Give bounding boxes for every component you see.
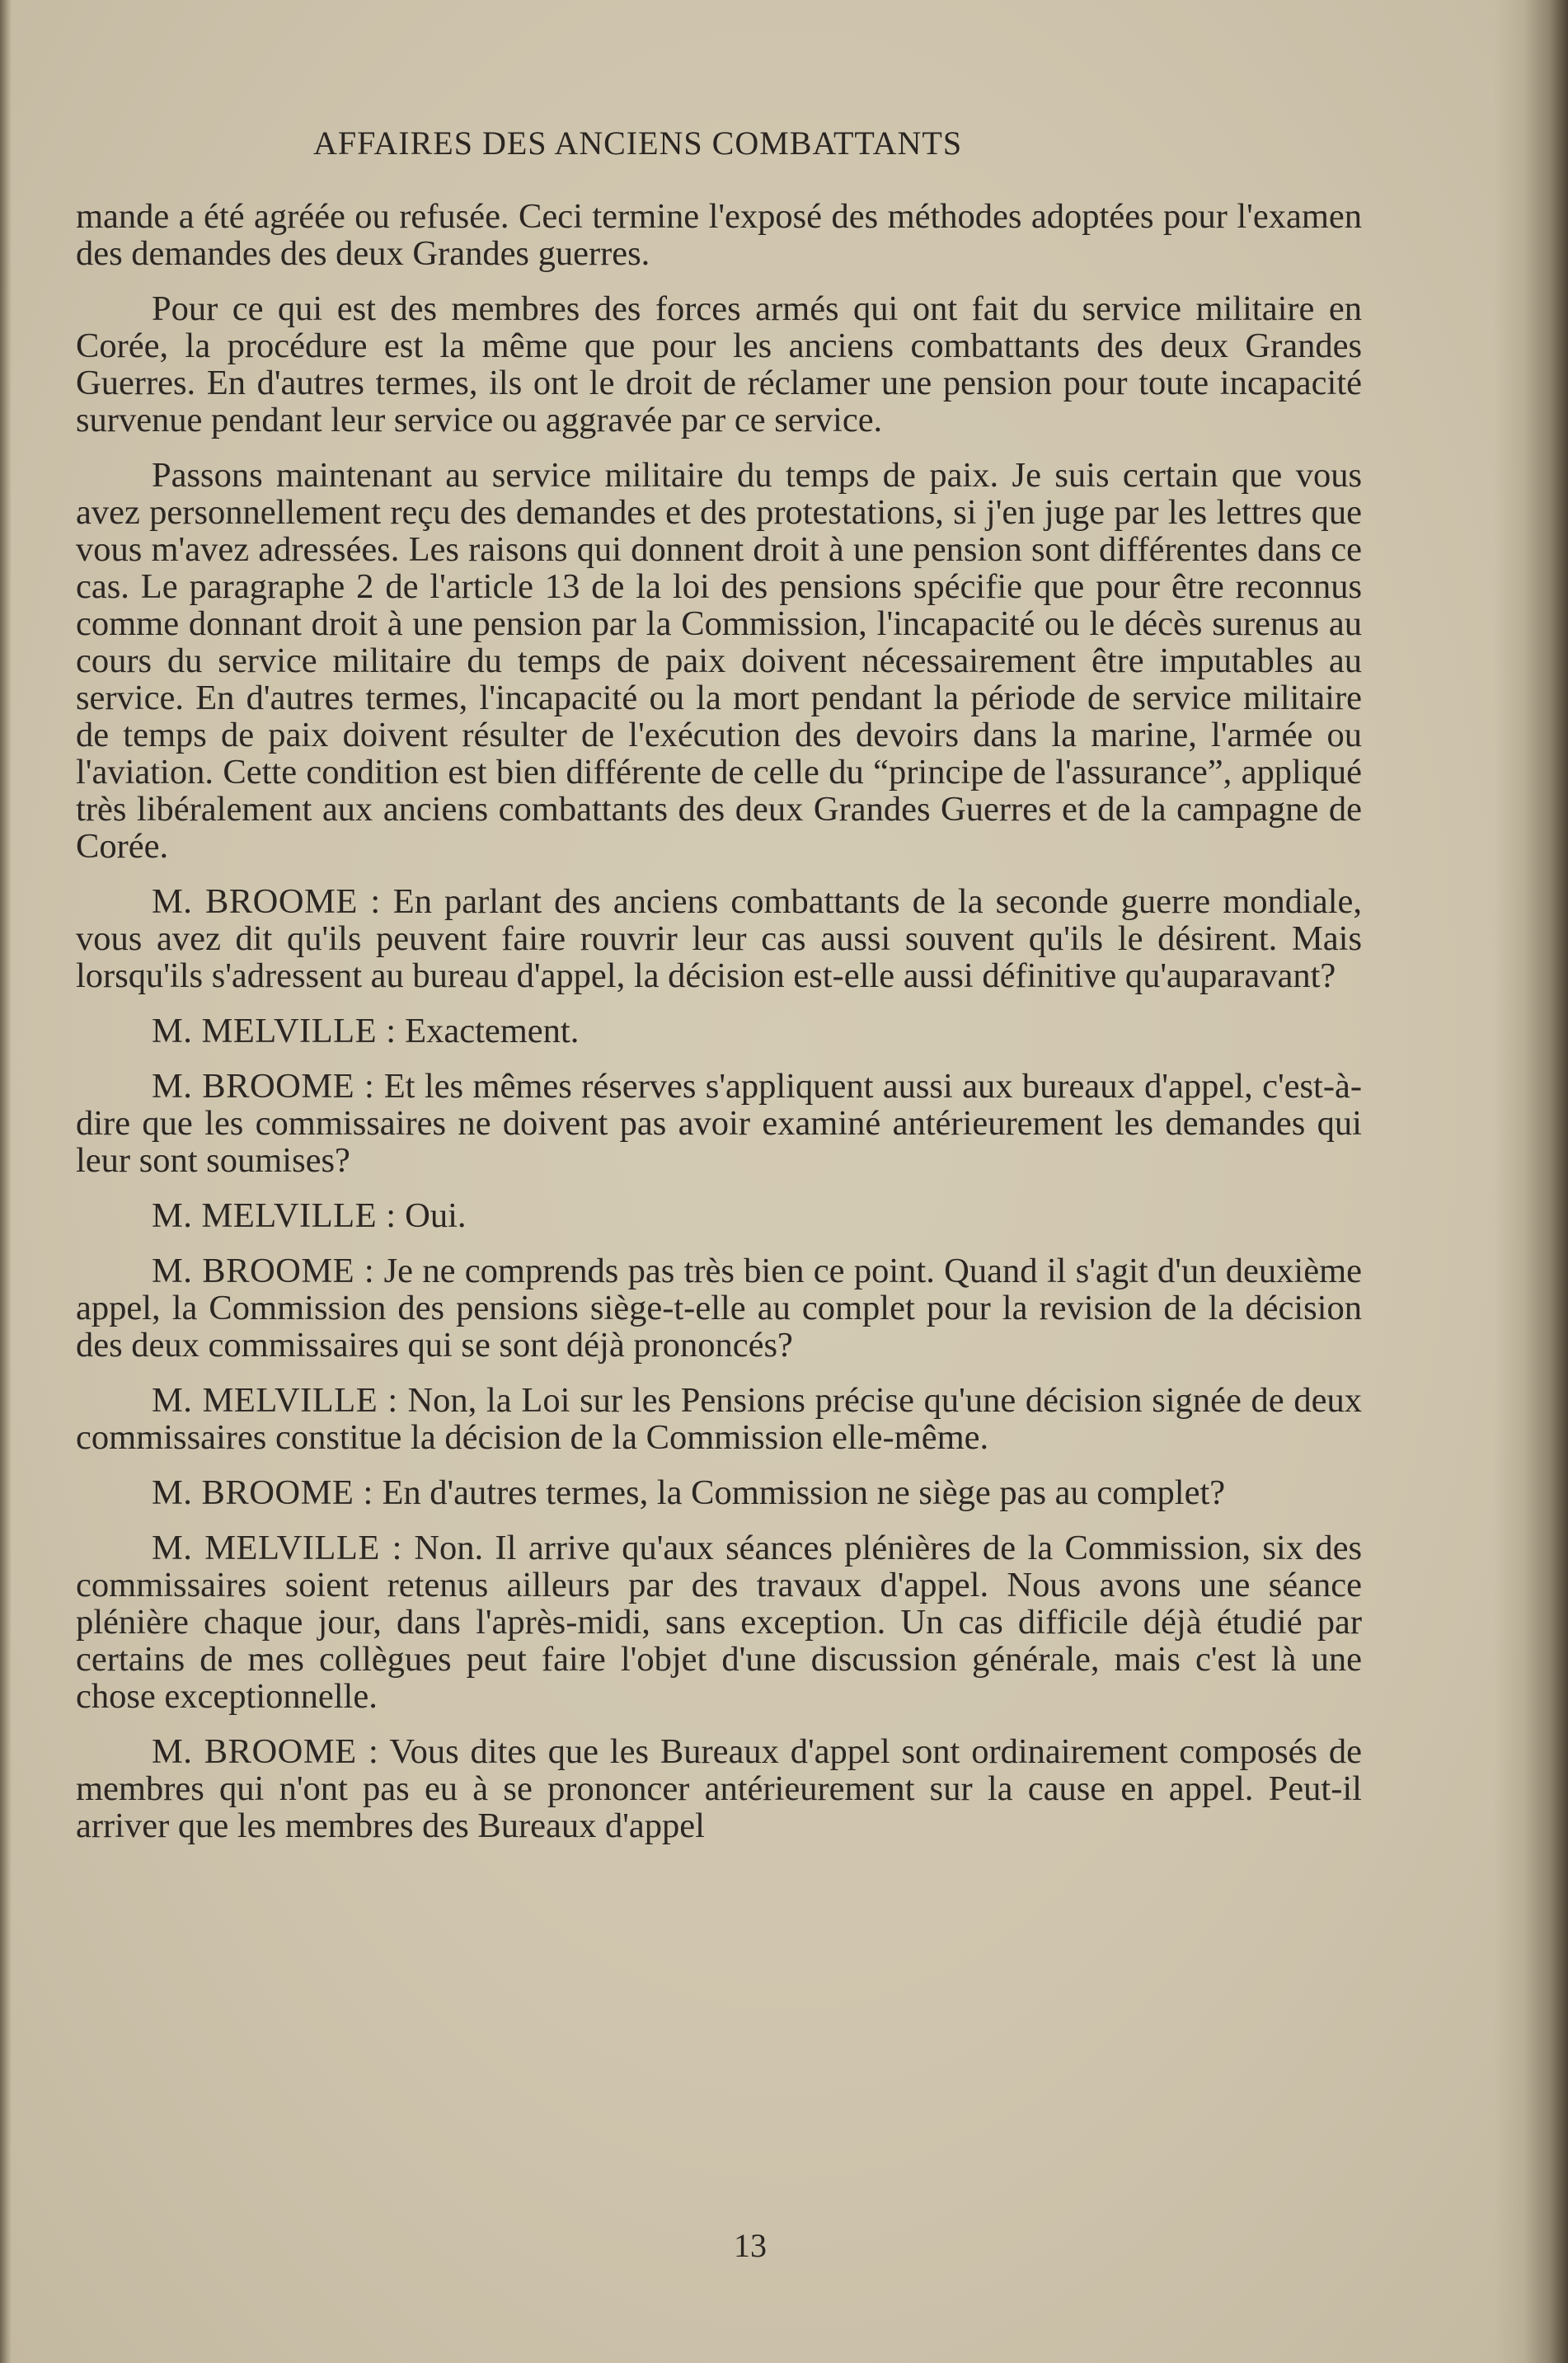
dialogue-paragraph xyxy=(76,1733,1362,1844)
dialogue-text: Vous dites que les Bureaux d'appel sont ordinairement composés de membres qui n'ont pas eu à se prononcer antérieurement sur la cause en appel. Peut-il arriver que les membres des Bureaux d'appel xyxy=(76,1732,1363,1845)
dialogue-text: Oui. xyxy=(405,1196,467,1235)
speaker-name: M. BROOME : xyxy=(152,1067,375,1106)
dialogue-paragraph xyxy=(76,1252,1362,1364)
page-number: 13 xyxy=(734,2227,767,2264)
speaker-name: M. BROOME : xyxy=(152,1732,379,1771)
paragraph-text: Pour ce qui est des membres des forces armés qui ont fait du service militaire en Corée, la procédure est la même que pour les anciens combattants des deux Grandes Guerres. En d'autres termes, ils ont le droit de réclamer une pension pour toute incapacité survenue pendant leur service ou aggravée par ce service. xyxy=(76,289,1362,439)
body-text xyxy=(76,198,1362,1863)
running-head: AFFAIRES DES ANCIENS COMBATTANTS xyxy=(313,124,963,162)
dialogue-text: Je ne comprends pas très bien ce point. Quand il s'agit d'un deuxième appel, la Commission des pensions siège-t-elle au complet pour la revision de la décision des deux commissaires qui se sont déjà prononcés? xyxy=(76,1252,1362,1365)
dialogue-paragraph xyxy=(76,1382,1362,1456)
dialogue-paragraph xyxy=(76,1197,1362,1234)
speaker-name: M. MELVILLE : xyxy=(152,1012,397,1050)
speaker-name: M. MELVILLE : xyxy=(152,1381,398,1420)
dialogue-paragraph xyxy=(76,1529,1362,1715)
paragraph-text: mande a été agréée ou refusée. Ceci termine l'exposé des méthodes adoptées pour l'examen des demandes des deux Grandes guerres. xyxy=(76,197,1362,273)
dialogue-text: Exactement. xyxy=(405,1012,580,1050)
speaker-name: M. BROOME : xyxy=(152,1252,375,1290)
dialogue-paragraph xyxy=(76,1474,1362,1511)
speaker-name: M. MELVILLE : xyxy=(152,1196,397,1235)
dialogue-text: En parlant des anciens combattants de la seconde guerre mondiale, vous avez dit qu'ils peuvent faire rouvrir leur cas aussi souvent qu'ils le désirent. Mais lorsqu'ils s'adressent au bureau d'appel, la décision est-elle aussi définitive qu'auparavant? xyxy=(76,882,1362,995)
dialogue-text: Non. Il arrive qu'aux séances plénières de la Commission, six des commissaires soient retenus ailleurs par des travaux d'appel. Nous avons une séance plénière chaque jour, dans l'après-midi, sans exception. Un cas difficile déjà étudié par certains de mes collègues peut faire l'objet d'une discussion générale, mais c'est là une chose exceptionnelle. xyxy=(76,1529,1362,1716)
dialogue-text: En d'autres termes, la Commission ne siège pas au complet? xyxy=(382,1473,1226,1512)
dialogue-text: Non, la Loi sur les Pensions précise qu'une décision signée de deux commissaires constitue la décision de la Commission elle-même. xyxy=(76,1381,1363,1457)
dialogue-paragraph xyxy=(76,1012,1362,1050)
paragraph-continued xyxy=(76,198,1362,272)
paragraph-text: Passons maintenant au service militaire du temps de paix. Je suis certain que vous avez personnellement reçu des demandes et des protestations, si j'en juge par les lettres que vous m'avez adressées. Les raisons qui donnent droit à une pension sont différentes dans ce cas. Le paragraphe 2 de l'article 13 de la loi des pensions spécifie que pour être reconnus comme donnant droit à une pension par la Commission, l'incapacité ou le décès surenus au cours du service militaire du temps de paix doivent nécessairement être imputables au service. En d'autres termes, l'incapacité ou la mort pendant la période de service militaire de temps de paix doivent résulter de l'exécution des devoirs dans la marine, l'armée ou l'aviation. Cette condition est bien différente de celle du “principe de l'assurance”, appliqué très libéralement aux anciens combattants des deux Grandes Guerres et de la campagne de Corée. xyxy=(76,456,1362,866)
speaker-name: M. BROOME : xyxy=(152,1473,373,1512)
dialogue-text: Et les mêmes réserves s'appliquent aussi aux bureaux d'appel, c'est-à-dire que les commissaires ne doivent pas avoir examiné antérieurement les demandes qui leur sont soumises? xyxy=(76,1067,1362,1180)
dialogue-paragraph xyxy=(76,883,1362,994)
paragraph xyxy=(76,457,1362,865)
paragraph xyxy=(76,290,1362,439)
page-edge-shadow xyxy=(1494,0,1568,2363)
speaker-name: M. MELVILLE : xyxy=(152,1529,402,1567)
binding-edge xyxy=(0,0,12,2363)
speaker-name: M. BROOME : xyxy=(152,882,381,921)
dialogue-paragraph xyxy=(76,1068,1362,1179)
